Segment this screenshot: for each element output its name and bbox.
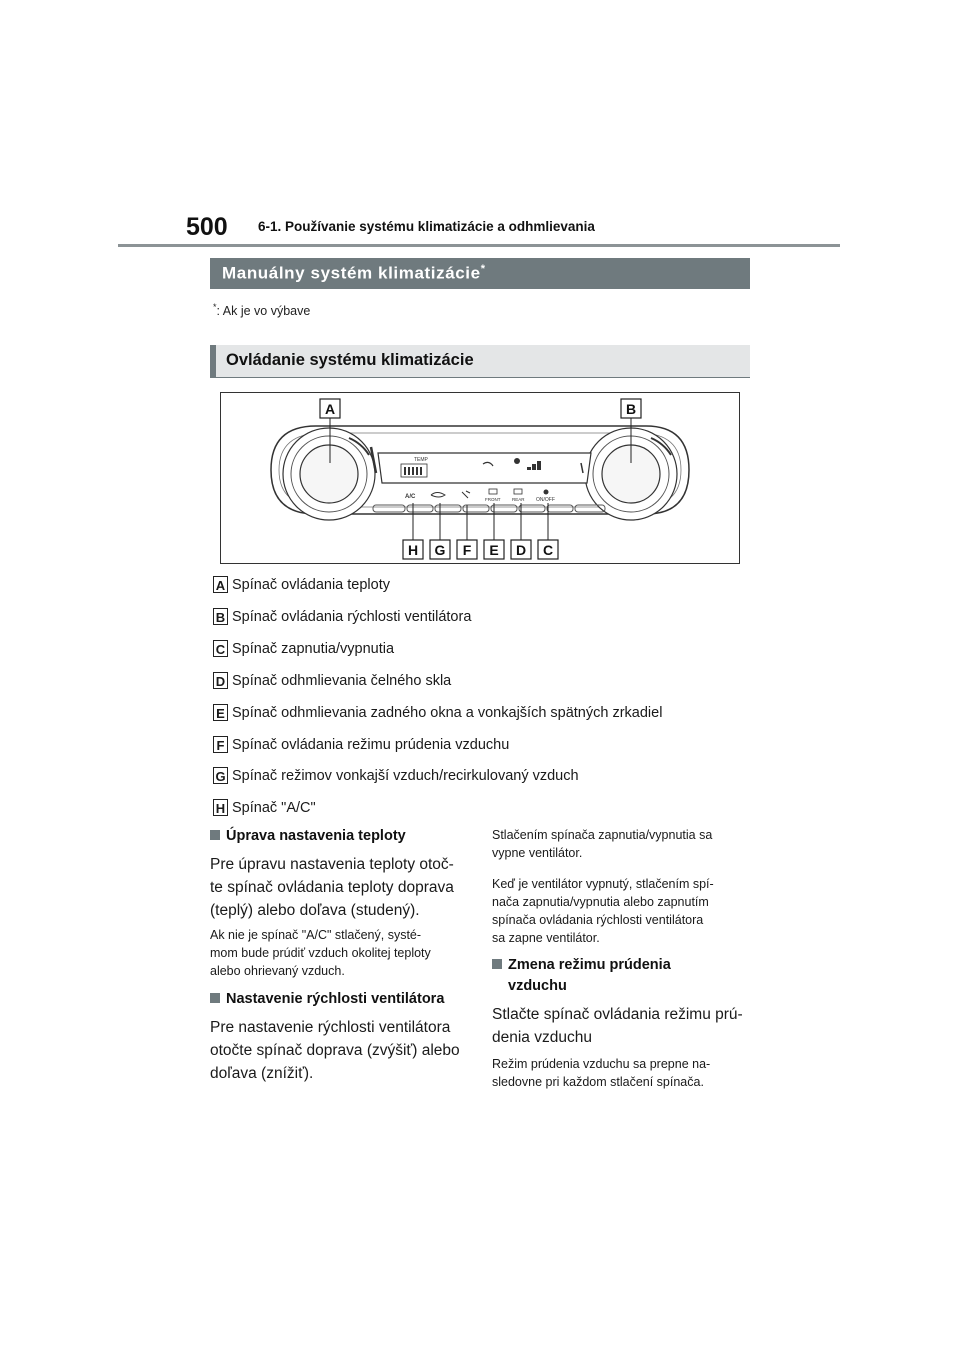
bullet-square-icon [210, 993, 220, 1003]
climate-panel-illustration [221, 393, 739, 563]
mode-heading [492, 955, 671, 997]
page-number: 500 [186, 213, 228, 241]
footnote [213, 302, 310, 318]
legend-text: Spínač "A/C" [232, 800, 316, 816]
legend-text: Spínač režimov vonkajší vzduch/recirkulovaný vzduch [232, 768, 579, 784]
legend-text: Spínač ovládania teploty [232, 577, 390, 593]
legend-letter: B [213, 608, 228, 625]
fan-body [210, 1016, 460, 1085]
display-temp-label: TEMP [414, 457, 428, 463]
temperature-knob [283, 428, 375, 520]
mode-body [492, 1003, 743, 1049]
callout-h: H [407, 542, 419, 558]
mode-heading-text: Zmena režimu prúdenia [508, 957, 671, 973]
footnote-mark: * [213, 302, 217, 312]
legend-text: Spínač ovládania rýchlosti ventilátora [232, 609, 472, 625]
onoff-note-line: vypne ventilátor. [492, 846, 583, 860]
main-heading-mark: * [480, 263, 486, 275]
onoff-note-line: Stlačením spínača zapnutia/vypnutia sa [492, 828, 713, 842]
mode-body-line: denia vzduchu [492, 1029, 592, 1046]
onoff-button-label: ON/OFF [536, 497, 555, 503]
legend-letter: E [213, 704, 228, 721]
legend-letter: H [213, 799, 228, 816]
temp-note-line: alebo ohrievaný vzduch. [210, 964, 345, 978]
mode-note [492, 1055, 710, 1091]
ac-button-label: A/C [405, 494, 416, 500]
temp-note [210, 926, 431, 980]
section-title: 6-1. Používanie systému klimatizácie a odhmlievania [258, 219, 595, 234]
mode-body-line: Stlačte spínač ovládania režimu prú- [492, 1006, 743, 1023]
climate-panel-figure [220, 392, 740, 564]
temp-heading [210, 826, 406, 847]
fan-heading [210, 989, 444, 1010]
legend-text: Spínač odhmlievania čelného skla [232, 673, 452, 689]
callout-c: C [542, 542, 554, 558]
rear-button-label: REAR [512, 497, 525, 502]
temp-body [210, 853, 454, 922]
mode-note-line: Režim prúdenia vzduchu sa prepne na- [492, 1057, 711, 1071]
legend-letter: A [213, 576, 228, 593]
legend-text: Spínač zapnutia/vypnutia [232, 641, 395, 657]
display-window [378, 453, 591, 483]
fan-restart-note-line: sa zapne ventilátor. [492, 931, 600, 945]
temp-body-line: te spínač ovládania teploty doprava [210, 879, 454, 896]
fan-body-line: otočte spínač doprava (zvýšiť) alebo [210, 1042, 460, 1059]
callout-b: B [625, 401, 637, 417]
legend-text: Spínač ovládania režimu prúdenia vzduchu [232, 737, 510, 753]
temp-body-line: Pre úpravu nastavenia teploty otoč- [210, 856, 454, 873]
fan-restart-note-line: spínača ovládania rýchlosti ventilátora [492, 913, 704, 927]
header-rule [118, 244, 840, 247]
fan-restart-note-line: Keď je ventilátor vypnutý, stlačením spí- [492, 877, 714, 891]
callout-g: G [434, 542, 446, 558]
fan-heading-text: Nastavenie rýchlosti ventilátora [226, 991, 445, 1007]
temp-heading-text: Úprava nastavenia teploty [226, 828, 406, 844]
onoff-note [492, 826, 712, 862]
sub-heading-title: Ovládanie systému klimatizácie [226, 351, 474, 369]
bullet-square-icon [210, 830, 220, 840]
legend-letter: F [213, 736, 228, 753]
sub-heading-rule [210, 377, 750, 378]
sub-heading-banner [210, 345, 750, 377]
bullet-square-icon [492, 959, 502, 969]
fan-body-line: doľava (znížiť). [210, 1065, 314, 1082]
callout-a: A [324, 401, 336, 417]
callout-e: E [489, 542, 499, 558]
legend-text: Spínač odhmlievania zadného okna a vonkajších spätných zrkadiel [232, 705, 663, 721]
temp-note-line: mom bude prúdiť vzduch okolitej teploty [210, 946, 431, 960]
front-button-label: FRONT [485, 497, 501, 502]
fan-restart-note [492, 875, 714, 947]
legend-letter: D [213, 672, 228, 689]
callout-d: D [515, 542, 527, 558]
legend-letter: G [213, 767, 228, 784]
mode-heading-text-2: vzduchu [508, 978, 567, 994]
mode-note-line: sledovne pri každom stlačení spínača. [492, 1075, 704, 1089]
main-heading-banner [210, 258, 750, 289]
temp-note-line: Ak nie je spínač "A/C" stlačený, systé- [210, 928, 422, 942]
fan-body-line: Pre nastavenie rýchlosti ventilátora [210, 1019, 451, 1036]
legend-letter: C [213, 640, 228, 657]
temp-body-line: (teplý) alebo doľava (studený). [210, 902, 420, 919]
footnote-text: : Ak je vo výbave [216, 304, 311, 319]
main-heading-title: Manuálny systém klimatizácie [222, 263, 481, 283]
fan-restart-note-line: nača zapnutia/vypnutia alebo zapnutím [492, 895, 709, 909]
callout-f: F [462, 542, 472, 558]
